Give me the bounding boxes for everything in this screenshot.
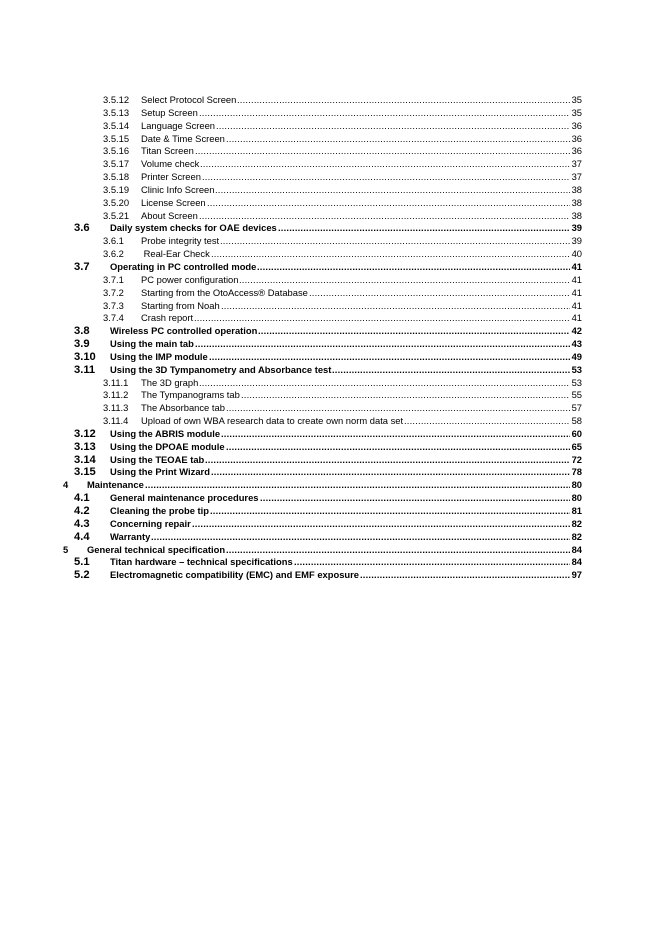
toc-entry[interactable] (0, 466, 662, 479)
toc-entry-page: 60 (571, 427, 582, 439)
toc-entry-page: 78 (571, 466, 582, 478)
toc-entry[interactable] (0, 441, 662, 454)
toc-entry-page: 58 (571, 415, 582, 427)
toc-entry-number: 4 (63, 479, 69, 491)
toc-entry-number: 3.5.20 (103, 196, 130, 208)
toc-entry-title: Clinic Info Screen (141, 183, 215, 195)
toc-entry-title: Printer Screen (141, 171, 201, 183)
toc-entry[interactable] (0, 222, 662, 235)
toc-entry[interactable] (0, 261, 662, 274)
toc-entry[interactable] (0, 94, 662, 107)
toc-entry-title: The Absorbance tab (141, 402, 225, 414)
toc-entry-number: 3.5.14 (103, 119, 130, 131)
toc-dot-leader (239, 274, 570, 287)
toc-entry-page: 53 (571, 376, 582, 388)
toc-entry-number: 3.7 (74, 260, 90, 273)
toc-dot-leader (151, 531, 570, 544)
toc-entry[interactable] (0, 531, 662, 544)
toc-entry[interactable] (0, 248, 662, 261)
toc-dot-leader (209, 351, 570, 364)
toc-entry-page: 65 (571, 440, 582, 452)
toc-entry[interactable] (0, 312, 662, 325)
toc-entry[interactable] (0, 479, 662, 492)
toc-dot-leader (278, 222, 570, 235)
toc-entry-title: Maintenance (87, 479, 144, 491)
toc-dot-leader (202, 171, 570, 184)
toc-entry-number: 3.6 (74, 222, 90, 235)
toc-entry[interactable] (0, 235, 662, 248)
toc-dot-leader (199, 107, 570, 120)
toc-entry-page: 38 (571, 209, 582, 221)
toc-dot-leader (216, 120, 570, 133)
toc-entry-page: 80 (571, 479, 582, 491)
toc-entry-number: 3.10 (74, 350, 96, 363)
toc-dot-leader (309, 287, 570, 300)
toc-entry[interactable] (0, 145, 662, 158)
toc-dot-leader (215, 184, 570, 197)
toc-entry[interactable] (0, 197, 662, 210)
toc-entry[interactable] (0, 210, 662, 223)
toc-dot-leader (237, 94, 570, 107)
toc-entry-number: 3.13 (74, 440, 96, 453)
toc-entry-page: 36 (571, 145, 582, 157)
toc-dot-leader (200, 158, 570, 171)
table-of-contents (0, 94, 662, 582)
toc-entry-number: 3.5.13 (103, 106, 130, 118)
toc-dot-leader (145, 479, 570, 492)
toc-entry[interactable] (0, 428, 662, 441)
toc-entry-page: 81 (571, 505, 582, 516)
toc-entry-page: 38 (571, 196, 582, 208)
toc-entry[interactable] (0, 454, 662, 467)
toc-entry-page: 53 (571, 363, 582, 375)
toc-entry-title: Titan Screen (141, 145, 194, 157)
toc-entry-page: 35 (571, 106, 582, 118)
toc-entry-title: Crash report (141, 312, 194, 324)
toc-entry-number: 3.5.12 (103, 94, 130, 105)
toc-entry-number: 4.2 (74, 505, 90, 517)
toc-dot-leader (226, 133, 570, 146)
toc-entry-title: Daily system checks for OAE devices (110, 222, 277, 234)
toc-entry[interactable] (0, 377, 662, 390)
toc-entry-page: 41 (571, 286, 582, 298)
toc-dot-leader (211, 466, 570, 479)
toc-entry[interactable] (0, 569, 662, 582)
toc-dot-leader (211, 248, 570, 261)
toc-entry[interactable] (0, 107, 662, 120)
toc-dot-leader (195, 338, 570, 351)
toc-entry[interactable] (0, 518, 662, 531)
toc-entry-number: 3.5.15 (103, 132, 130, 144)
toc-entry-page: 57 (571, 402, 582, 414)
toc-entry-title: Using the Print Wizard (110, 466, 210, 478)
toc-entry-number: 3.14 (74, 453, 96, 466)
toc-entry-page: 42 (571, 325, 582, 337)
toc-entry-page: 43 (571, 338, 582, 350)
toc-entry-page: 38 (571, 183, 582, 195)
toc-entry-title: Warranty (110, 530, 151, 542)
toc-entry-page: 35 (571, 94, 582, 105)
toc-entry[interactable] (0, 133, 662, 146)
toc-entry[interactable] (0, 274, 662, 287)
toc-dot-leader (226, 441, 570, 454)
toc-entry-title: General maintenance procedures (110, 492, 259, 504)
toc-entry-title: The 3D graph (141, 376, 199, 388)
toc-entry-title: About Screen (141, 209, 198, 221)
toc-dot-leader (226, 544, 570, 557)
toc-entry[interactable] (0, 184, 662, 197)
toc-entry-page: 72 (571, 453, 582, 465)
toc-entry-page: 41 (571, 260, 582, 272)
toc-entry-number: 3.12 (74, 427, 96, 440)
toc-entry-title: PC power configuration (141, 273, 239, 285)
toc-dot-leader (210, 505, 570, 518)
toc-entry-number: 3.7.1 (103, 273, 124, 285)
toc-entry-title: Using the DPOAE module (110, 440, 225, 452)
toc-entry-page: 97 (571, 569, 582, 581)
toc-entry-title: Starting from Noah (141, 299, 220, 311)
toc-entry-number: 3.5.18 (103, 171, 130, 183)
toc-entry-title: Operating in PC controlled mode (110, 260, 257, 272)
toc-entry-title: Volume check (141, 158, 200, 170)
toc-entry-title: Upload of own WBA research data to create own norm data set (141, 415, 404, 427)
toc-entry-number: 3.7.4 (103, 312, 124, 324)
toc-entry-number: 3.5.21 (103, 209, 130, 221)
toc-entry-title: Select Protocol Screen (141, 94, 237, 105)
toc-entry-number: 3.6.2 (103, 248, 124, 260)
toc-entry-page: 36 (571, 132, 582, 144)
toc-entry-number: 3.7.3 (103, 299, 124, 311)
toc-entry[interactable] (0, 492, 662, 505)
toc-entry-number: 3.5.19 (103, 183, 130, 195)
toc-dot-leader (194, 312, 570, 325)
toc-dot-leader (360, 569, 570, 582)
toc-dot-leader (221, 428, 570, 441)
toc-entry[interactable] (0, 402, 662, 415)
toc-dot-leader (207, 197, 570, 210)
toc-entry-number: 3.9 (74, 338, 90, 351)
toc-entry-title: Titan hardware – technical specifications (110, 556, 293, 568)
toc-entry-number: 3.5.16 (103, 145, 130, 157)
toc-dot-leader (220, 235, 570, 248)
toc-entry-title: Using the ABRIS module (110, 427, 221, 439)
toc-entry[interactable] (0, 171, 662, 184)
toc-entry[interactable] (0, 300, 662, 313)
toc-entry-title: Language Screen (141, 119, 216, 131)
toc-dot-leader (294, 556, 570, 569)
toc-entry-title: General technical specification (87, 543, 226, 555)
toc-entry-number: 5 (63, 543, 69, 555)
toc-entry[interactable] (0, 505, 662, 518)
toc-dot-leader (192, 518, 570, 531)
toc-entry-title: Using the main tab (110, 338, 194, 350)
toc-entry-title: Electromagnetic compatibility (EMC) and EMF exposure (110, 569, 360, 581)
toc-dot-leader (226, 402, 570, 415)
toc-entry-title: Using the IMP module (110, 350, 208, 362)
toc-entry[interactable] (0, 415, 662, 428)
toc-entry[interactable] (0, 556, 662, 569)
toc-entry-number: 5.1 (74, 556, 90, 569)
toc-entry-number: 3.6.1 (103, 235, 124, 247)
toc-entry[interactable] (0, 325, 662, 338)
toc-entry-page: 82 (571, 530, 582, 542)
toc-dot-leader (404, 415, 570, 428)
toc-entry-number: 4.4 (74, 530, 90, 543)
toc-entry-page: 36 (571, 119, 582, 131)
toc-dot-leader (199, 377, 570, 390)
toc-entry-title: Using the 3D Tympanometry and Absorbance test (110, 363, 332, 375)
toc-entry-page: 41 (571, 273, 582, 285)
toc-dot-leader (257, 261, 570, 274)
toc-dot-leader (260, 492, 570, 505)
toc-entry-number: 3.11 (74, 363, 96, 376)
toc-entry-number: 4.3 (74, 517, 90, 530)
toc-entry-title: Date & Time Screen (141, 132, 225, 144)
toc-entry-number: 3.7.2 (103, 286, 124, 298)
toc-entry-title: Cleaning the probe tip (110, 505, 209, 516)
toc-entry-page: 49 (571, 350, 582, 362)
toc-entry[interactable] (0, 120, 662, 133)
toc-entry-page: 37 (571, 158, 582, 170)
toc-dot-leader (258, 325, 570, 338)
toc-entry-title: Real-Ear Check (141, 248, 210, 260)
toc-entry-page: 84 (571, 543, 582, 555)
toc-dot-leader (221, 300, 570, 313)
toc-entry-number: 3.11.4 (103, 415, 129, 427)
toc-entry[interactable] (0, 389, 662, 402)
toc-dot-leader (241, 389, 570, 402)
toc-entry-number: 3.11.2 (103, 389, 129, 401)
toc-entry-title: Starting from the OtoAccess® Database (141, 286, 308, 298)
toc-entry-title: Probe integrity test (141, 235, 220, 247)
toc-entry-title: Wireless PC controlled operation (110, 325, 258, 337)
toc-entry[interactable] (0, 364, 662, 377)
toc-entry[interactable] (0, 338, 662, 351)
toc-entry-title: The Tympanograms tab (141, 389, 240, 401)
toc-dot-leader (195, 145, 570, 158)
toc-entry[interactable] (0, 287, 662, 300)
toc-entry-number: 4.1 (74, 492, 90, 505)
toc-entry-number: 3.11.3 (103, 402, 129, 414)
toc-dot-leader (205, 454, 570, 467)
toc-entry-page: 82 (571, 517, 582, 529)
toc-entry-page: 39 (571, 235, 582, 247)
toc-entry-page: 37 (571, 171, 582, 183)
toc-entry-title: Using the TEOAE tab (110, 453, 205, 465)
toc-entry-page: 40 (571, 248, 582, 260)
toc-entry-title: Setup Screen (141, 106, 198, 118)
toc-entry-title: License Screen (141, 196, 206, 208)
toc-entry[interactable] (0, 351, 662, 364)
toc-entry-page: 80 (571, 492, 582, 504)
toc-entry-number: 3.11.1 (103, 376, 129, 388)
toc-entry-page: 41 (571, 312, 582, 324)
toc-entry-number: 5.2 (74, 569, 90, 582)
toc-entry-page: 84 (571, 556, 582, 568)
toc-entry-page: 41 (571, 299, 582, 311)
toc-entry[interactable] (0, 544, 662, 557)
toc-entry-page: 55 (571, 389, 582, 401)
toc-dot-leader (332, 364, 570, 377)
toc-entry-title: Concerning repair (110, 517, 191, 529)
toc-entry[interactable] (0, 158, 662, 171)
toc-entry-number: 3.8 (74, 325, 90, 338)
toc-entry-number: 3.5.17 (103, 158, 130, 170)
toc-dot-leader (199, 210, 570, 223)
toc-entry-page: 39 (571, 222, 582, 234)
toc-entry-number: 3.15 (74, 466, 96, 479)
